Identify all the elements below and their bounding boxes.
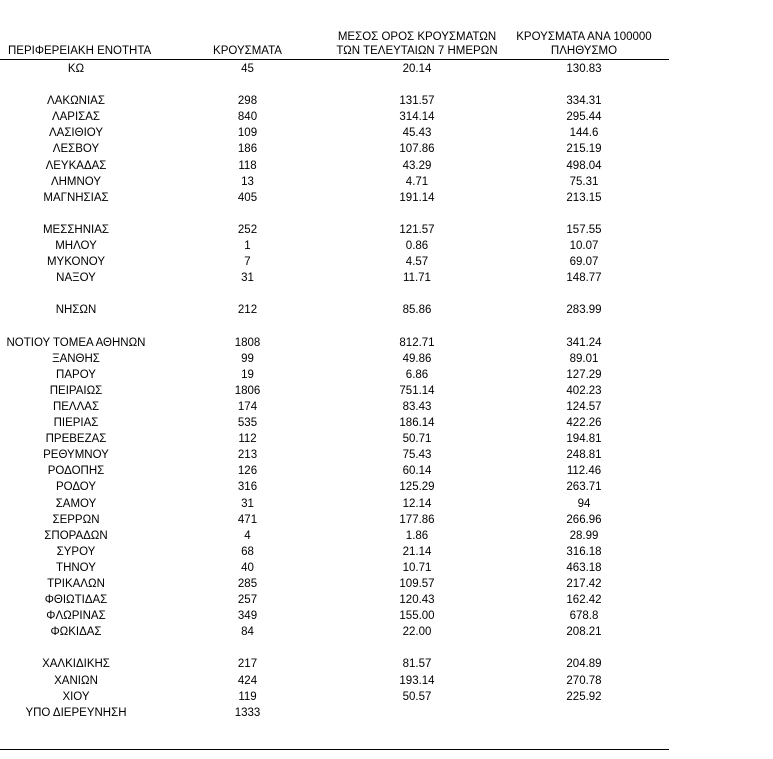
cases-cell: 298 bbox=[237, 95, 258, 108]
avg-7-days-cell: 22.00 bbox=[402, 626, 432, 639]
table-row bbox=[0, 479, 669, 495]
cases-cell: 186 bbox=[237, 143, 258, 156]
per-100k-cell: 204.89 bbox=[566, 658, 602, 671]
avg-7-days-cell: 131.57 bbox=[399, 95, 435, 108]
cases-cell: 84 bbox=[241, 626, 254, 639]
table-row bbox=[0, 367, 669, 383]
cases-cell: 45 bbox=[241, 63, 254, 75]
region-cell: ΦΩΚΙΔΑΣ bbox=[50, 626, 102, 639]
region-cell: ΠΑΡΟΥ bbox=[56, 368, 96, 381]
cases-cell: 119 bbox=[238, 690, 257, 703]
header-region-label: ΠΕΡΙΦΕΡΕΙΑΚΗ ΕΝΟΤΗΤΑ bbox=[8, 45, 152, 57]
cases-cell: 13 bbox=[241, 175, 254, 188]
avg-7-days-cell: 186.14 bbox=[399, 417, 435, 430]
table-row bbox=[0, 335, 669, 351]
avg-7-days-cell: 49.86 bbox=[402, 352, 432, 365]
per-100k-cell: 130.83 bbox=[566, 63, 602, 75]
header-region bbox=[8, 44, 151, 58]
table-spacer bbox=[0, 640, 669, 656]
per-100k-cell: 215.19 bbox=[566, 143, 602, 156]
table-row bbox=[0, 544, 669, 560]
table-row bbox=[0, 705, 669, 721]
table-spacer bbox=[0, 286, 669, 302]
region-cell: ΡΟΔΟΠΗΣ bbox=[47, 465, 105, 478]
avg-7-days-cell: 1.86 bbox=[405, 529, 429, 542]
cases-cell: 31 bbox=[241, 272, 254, 285]
header-avg-line-1: ΜΕΣΟΣ ΟΡΟΣ ΚΡΟΥΣΜΑΤΩΝ bbox=[337, 31, 497, 43]
per-100k-cell: 69.07 bbox=[569, 256, 599, 269]
region-cell: ΛΑΚΩΝΙΑΣ bbox=[47, 95, 105, 108]
per-100k-cell: 316.18 bbox=[566, 545, 602, 558]
table-row bbox=[0, 302, 669, 318]
per-100k-cell: 266.96 bbox=[566, 513, 602, 526]
region-cell: ΚΩ bbox=[67, 63, 85, 75]
cases-cell: 285 bbox=[237, 578, 258, 590]
table-row bbox=[0, 61, 669, 77]
per-100k-cell: 213.15 bbox=[566, 191, 602, 204]
table-row bbox=[0, 689, 669, 705]
table-spacer bbox=[0, 77, 669, 93]
per-100k-cell: 148.77 bbox=[566, 272, 602, 285]
per-100k-cell: 10.07 bbox=[569, 240, 599, 253]
header-per100k-line-2: ΠΛΗΘΥΣΜΟ bbox=[550, 45, 618, 57]
table-spacer bbox=[0, 206, 669, 222]
region-cell: ΛΕΣΒΟΥ bbox=[52, 143, 100, 156]
header-per100k-line-1: ΚΡΟΥΣΜΑΤΑ ΑΝΑ 100000 bbox=[516, 31, 652, 43]
per-100k-cell: 144.6 bbox=[569, 127, 599, 140]
header-rule bbox=[0, 59, 669, 60]
cases-cell: 405 bbox=[237, 191, 258, 204]
per-100k-cell: 28.99 bbox=[569, 529, 599, 542]
avg-7-days-cell: 177.86 bbox=[399, 513, 435, 526]
region-cell: ΛΕΥΚΑΔΑΣ bbox=[45, 159, 107, 172]
region-cell: ΧΙΟΥ bbox=[62, 690, 90, 703]
cases-cell: 535 bbox=[237, 417, 258, 430]
per-100k-cell: 341.24 bbox=[566, 336, 602, 349]
table-row bbox=[0, 254, 669, 270]
per-100k-cell: 402.23 bbox=[566, 384, 602, 397]
cases-cell: 213 bbox=[237, 449, 258, 462]
region-cell: ΣΠΟΡΑΔΩΝ bbox=[44, 529, 108, 542]
region-cell: ΣΑΜΟΥ bbox=[55, 497, 97, 510]
region-cell: ΣΥΡΟΥ bbox=[56, 545, 96, 558]
region-cell: ΦΛΩΡΙΝΑΣ bbox=[46, 610, 106, 623]
avg-7-days-cell: 121.57 bbox=[399, 223, 435, 236]
per-100k-cell: 217.42 bbox=[566, 578, 602, 590]
header-cases-label: ΚΡΟΥΣΜΑΤΑ bbox=[213, 45, 282, 57]
avg-7-days-cell: 75.43 bbox=[402, 449, 432, 462]
per-100k-cell: 225.92 bbox=[566, 690, 602, 703]
table-spacer bbox=[0, 319, 669, 335]
per-100k-cell: 94 bbox=[577, 497, 591, 510]
cases-cell: 19 bbox=[241, 368, 254, 381]
table-row bbox=[0, 141, 669, 157]
cases-cell: 1808 bbox=[234, 336, 261, 349]
region-cell: ΡΟΔΟΥ bbox=[55, 481, 97, 494]
cases-cell: 174 bbox=[237, 400, 258, 413]
region-cell: ΣΕΡΡΩΝ bbox=[52, 513, 100, 526]
table-row bbox=[0, 528, 669, 544]
region-cell: ΛΑΣΙΘΙΟΥ bbox=[48, 127, 104, 140]
per-100k-cell: 678.8 bbox=[569, 610, 599, 623]
region-cell: ΥΠΟ ΔΙΕΡΕΥΝΗΣΗ bbox=[25, 706, 127, 719]
avg-7-days-cell: 11.71 bbox=[403, 272, 431, 285]
region-cell: ΜΕΣΣΗΝΙΑΣ bbox=[42, 223, 110, 236]
avg-7-days-cell: 43.29 bbox=[402, 159, 432, 172]
avg-7-days-cell: 45.43 bbox=[402, 127, 432, 140]
region-cell: ΞΑΝΘΗΣ bbox=[52, 352, 100, 365]
table-row bbox=[0, 560, 669, 576]
avg-7-days-cell: 83.43 bbox=[402, 400, 432, 413]
table-row bbox=[0, 190, 669, 206]
per-100k-cell: 127.29 bbox=[566, 368, 602, 381]
avg-7-days-cell: 50.71 bbox=[402, 433, 432, 446]
avg-7-days-cell: 4.57 bbox=[405, 256, 429, 269]
table-row bbox=[0, 656, 669, 672]
cases-cell: 349 bbox=[237, 610, 258, 623]
avg-7-days-cell: 60.14 bbox=[402, 465, 432, 478]
per-100k-cell: 248.81 bbox=[566, 449, 602, 462]
per-100k-cell: 295.44 bbox=[566, 111, 602, 124]
table-row bbox=[0, 270, 669, 286]
cases-cell: 217 bbox=[237, 658, 258, 671]
table-row bbox=[0, 447, 669, 463]
cases-cell: 840 bbox=[237, 111, 258, 124]
per-100k-cell: 162.42 bbox=[566, 594, 602, 607]
avg-7-days-cell: 125.29 bbox=[399, 481, 435, 494]
avg-7-days-cell: 107.86 bbox=[399, 143, 435, 156]
per-100k-cell: 157.55 bbox=[566, 223, 602, 236]
avg-7-days-cell: 50.57 bbox=[402, 690, 432, 703]
avg-7-days-cell: 12.14 bbox=[402, 497, 432, 510]
table-row bbox=[0, 222, 669, 238]
table-row bbox=[0, 624, 669, 640]
per-100k-cell: 124.57 bbox=[566, 400, 602, 413]
table-row bbox=[0, 125, 669, 141]
cases-cell: 4 bbox=[244, 529, 251, 542]
table-row bbox=[0, 238, 669, 254]
cases-cell: 1 bbox=[244, 240, 251, 253]
region-cell: ΡΕΘΥΜΝΟΥ bbox=[43, 449, 109, 462]
table-row bbox=[0, 496, 669, 512]
region-cell: ΜΥΚΟΝΟΥ bbox=[46, 256, 106, 269]
avg-7-days-cell: 21.14 bbox=[402, 545, 432, 558]
cases-cell: 7 bbox=[244, 256, 251, 269]
cases-cell: 257 bbox=[237, 594, 258, 607]
avg-7-days-cell: 191.14 bbox=[399, 191, 435, 204]
header-cases bbox=[205, 44, 290, 58]
per-100k-cell: 334.31 bbox=[566, 95, 602, 108]
region-cell: ΤΗΝΟΥ bbox=[56, 561, 96, 574]
region-cell: ΧΑΝΙΩΝ bbox=[54, 674, 98, 687]
region-cell: ΠΡΕΒΕΖΑΣ bbox=[45, 433, 107, 446]
per-100k-cell: 498.04 bbox=[566, 159, 602, 172]
cases-cell: 118 bbox=[238, 159, 257, 172]
header-cases-per-100k bbox=[503, 30, 665, 58]
cases-table bbox=[0, 61, 669, 721]
per-100k-cell: 112.46 bbox=[566, 465, 602, 478]
avg-7-days-cell: 155.00 bbox=[399, 610, 435, 623]
avg-7-days-cell: 6.86 bbox=[405, 368, 429, 381]
avg-7-days-cell: 0.86 bbox=[405, 240, 429, 253]
per-100k-cell: 194.81 bbox=[566, 433, 602, 446]
avg-7-days-cell: 314.14 bbox=[399, 111, 435, 124]
region-cell: ΛΗΜΝΟΥ bbox=[50, 175, 102, 188]
avg-7-days-cell: 109.57 bbox=[399, 578, 435, 590]
header-avg-line-2: ΤΩΝ ΤΕΛΕΥΤΑΙΩΝ 7 ΗΜΕΡΩΝ bbox=[336, 45, 498, 57]
region-cell: ΠΕΙΡΑΙΩΣ bbox=[49, 384, 103, 397]
per-100k-cell: 75.31 bbox=[569, 175, 599, 188]
region-cell: ΠΕΛΛΑΣ bbox=[52, 400, 100, 413]
region-cell: ΝΑΞΟΥ bbox=[56, 272, 96, 285]
table-row bbox=[0, 608, 669, 624]
region-cell: ΜΗΛΟΥ bbox=[55, 240, 97, 253]
cases-cell: 31 bbox=[241, 497, 254, 510]
table-row bbox=[0, 399, 669, 415]
cases-cell: 316 bbox=[237, 481, 258, 494]
footer-rule bbox=[0, 749, 669, 750]
table-row bbox=[0, 512, 669, 528]
table-row bbox=[0, 351, 669, 367]
avg-7-days-cell: 751.14 bbox=[399, 384, 435, 397]
cases-cell: 252 bbox=[237, 223, 258, 236]
per-100k-cell: 283.99 bbox=[566, 304, 602, 317]
region-cell: ΝΟΤΙΟΥ ΤΟΜΕΑ ΑΘΗΝΩΝ bbox=[6, 336, 146, 349]
table-row bbox=[0, 158, 669, 174]
cases-cell: 112 bbox=[238, 433, 257, 446]
table-row bbox=[0, 592, 669, 608]
region-cell: ΧΑΛΚΙΔΙΚΗΣ bbox=[42, 658, 110, 671]
region-cell: ΦΘΙΩΤΙΔΑΣ bbox=[44, 594, 108, 607]
header-avg-7-days bbox=[334, 30, 500, 58]
avg-7-days-cell: 81.57 bbox=[402, 658, 432, 671]
cases-cell: 109 bbox=[237, 127, 258, 140]
cases-cell: 1806 bbox=[234, 384, 261, 397]
table-row bbox=[0, 109, 669, 125]
region-cell: ΛΑΡΙΣΑΣ bbox=[51, 111, 101, 124]
avg-7-days-cell: 20.14 bbox=[402, 63, 432, 75]
avg-7-days-cell: 10.71 bbox=[402, 561, 432, 574]
cases-cell: 40 bbox=[241, 561, 254, 574]
region-cell: ΠΙΕΡΙΑΣ bbox=[53, 417, 99, 430]
per-100k-cell: 89.01 bbox=[569, 352, 599, 365]
avg-7-days-cell: 812.71 bbox=[399, 336, 435, 349]
table-row bbox=[0, 174, 669, 190]
avg-7-days-cell: 193.14 bbox=[399, 674, 435, 687]
region-cell: ΜΑΓΝΗΣΙΑΣ bbox=[43, 191, 109, 204]
cases-cell: 68 bbox=[241, 545, 254, 558]
per-100k-cell: 270.78 bbox=[566, 674, 602, 687]
region-cell: ΤΡΙΚΑΛΩΝ bbox=[47, 578, 105, 590]
cases-cell: 424 bbox=[237, 674, 258, 687]
avg-7-days-cell: 4.71 bbox=[405, 175, 429, 188]
cases-cell: 99 bbox=[241, 352, 254, 365]
per-100k-cell: 263.71 bbox=[566, 481, 602, 494]
per-100k-cell: 422.26 bbox=[566, 417, 602, 430]
table-row bbox=[0, 93, 669, 109]
table-row bbox=[0, 431, 669, 447]
table-row bbox=[0, 415, 669, 431]
avg-7-days-cell: 120.43 bbox=[399, 594, 435, 607]
cases-cell: 126 bbox=[237, 465, 258, 478]
table-row bbox=[0, 673, 669, 689]
cases-cell: 1333 bbox=[234, 706, 261, 719]
table-row bbox=[0, 463, 669, 479]
per-100k-cell: 463.18 bbox=[566, 561, 602, 574]
region-cell: ΝΗΣΩΝ bbox=[55, 304, 97, 317]
table-row bbox=[0, 383, 669, 399]
avg-7-days-cell: 85.86 bbox=[402, 304, 432, 317]
cases-cell: 471 bbox=[237, 513, 258, 526]
table-row bbox=[0, 576, 669, 592]
per-100k-cell: 208.21 bbox=[566, 626, 602, 639]
cases-cell: 212 bbox=[237, 304, 258, 317]
